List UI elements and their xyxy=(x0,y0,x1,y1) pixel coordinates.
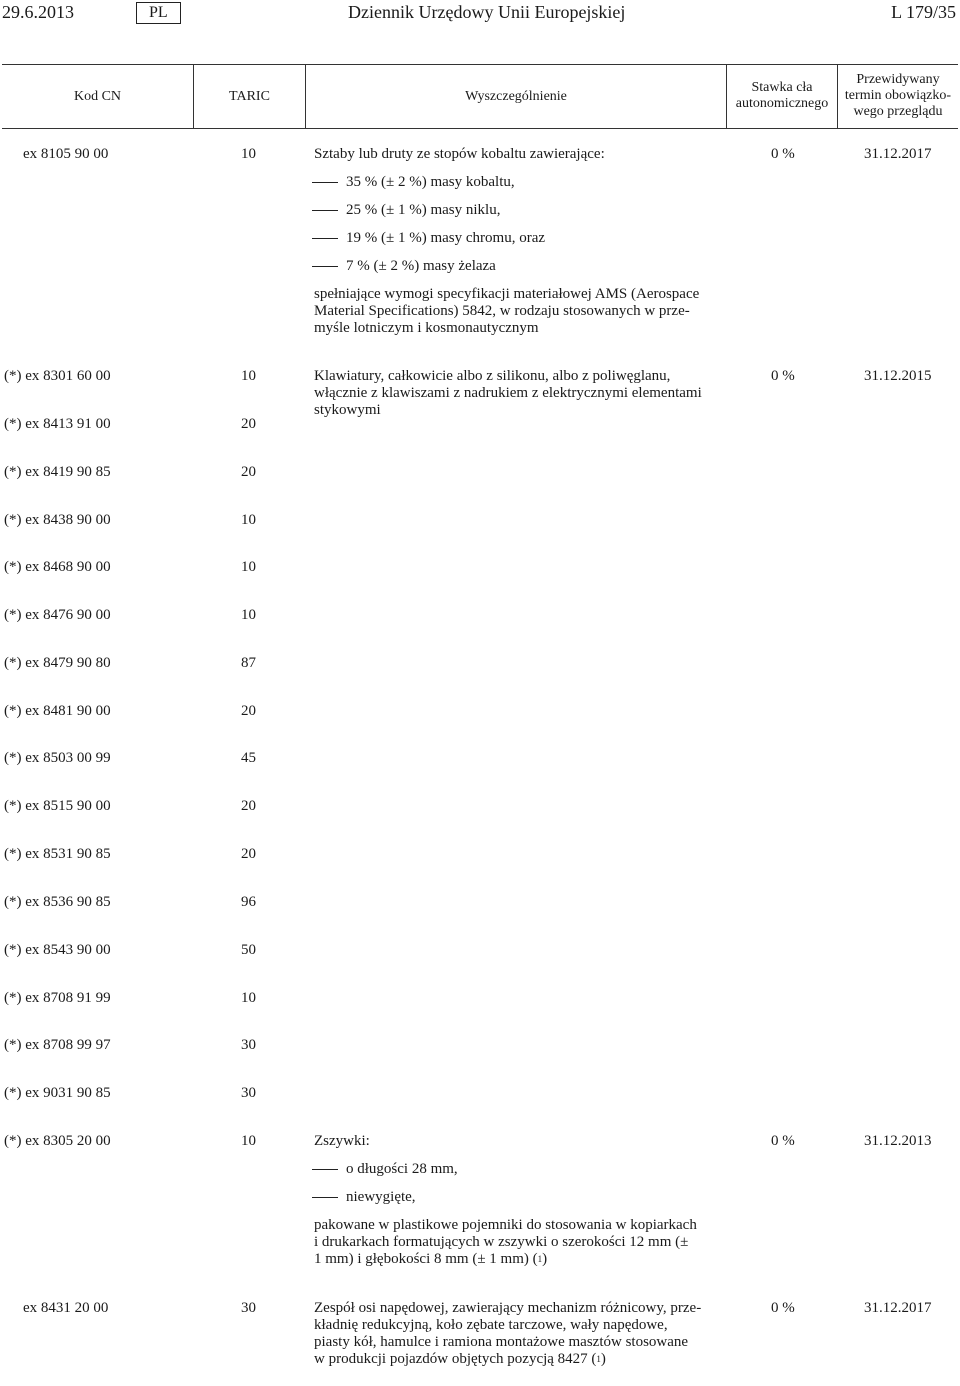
taric-code: 10 xyxy=(241,607,256,623)
list-item: 35 % (± 2 %) masy kobaltu, xyxy=(312,174,515,191)
table-top-rule xyxy=(2,64,958,65)
language-code: PL xyxy=(136,2,181,24)
dash-icon xyxy=(312,266,338,267)
review-date: 31.12.2017 xyxy=(864,146,932,162)
taric-code: 10 xyxy=(241,990,256,1006)
taric-code: 20 xyxy=(241,798,256,814)
taric-code: 50 xyxy=(241,942,256,958)
dash-icon xyxy=(312,1197,338,1198)
cn-code: (*) ex 8708 91 99 xyxy=(4,990,111,1006)
cn-code: (*) ex 8438 90 00 xyxy=(4,512,111,528)
column-header-cn: Kod CN xyxy=(73,89,122,104)
dash-icon xyxy=(312,1169,338,1170)
duty-rate: 0 % xyxy=(771,1133,795,1149)
duty-rate: 0 % xyxy=(771,1300,795,1316)
taric-code: 20 xyxy=(241,846,256,862)
page-number: L 179/35 xyxy=(891,2,956,22)
cn-code: (*) ex 8468 90 00 xyxy=(4,559,111,575)
description-paragraph: pakowane w plastikowe pojemniki do stosowania w kopiarkach i drukarkach formatujących w zszywki o szerokości 12 mm (± 1 mm) i głębokości 8 mm (± 1 mm) ($^1$) xyxy=(314,1217,697,1267)
table-header-rule xyxy=(2,128,958,129)
footnote-ref: 1 xyxy=(537,1254,543,1264)
footnote-ref: 1 xyxy=(596,1354,601,1364)
cn-code: (*) ex 8543 90 00 xyxy=(4,942,111,958)
cn-code: (*) ex 8503 00 99 xyxy=(4,750,111,766)
taric-code: 10 xyxy=(241,368,256,384)
column-header-review: Przewidywany termin obowiązko- wego przeglądu xyxy=(844,72,952,119)
dash-icon xyxy=(312,210,338,211)
taric-code: 96 xyxy=(241,894,256,910)
taric-code: 87 xyxy=(241,655,256,671)
taric-code: 30 xyxy=(241,1300,256,1316)
taric-code: 10 xyxy=(241,1133,256,1149)
cn-code: (*) ex 8419 90 85 xyxy=(4,464,111,480)
cn-code: (*) ex 8481 90 00 xyxy=(4,703,111,719)
dash-icon xyxy=(312,182,338,183)
taric-code: 30 xyxy=(241,1037,256,1053)
cn-code: (*) ex 8476 90 00 xyxy=(4,607,111,623)
cn-code: (*) ex 8413 91 00 xyxy=(4,416,111,432)
taric-code: 20 xyxy=(241,703,256,719)
cn-code: (*) ex 8301 60 00 xyxy=(4,368,111,384)
description-heading: Sztaby lub druty ze stopów kobaltu zawierające: xyxy=(314,146,605,162)
taric-code: 20 xyxy=(241,464,256,480)
description-paragraph: spełniające wymogi specyfikacji materiałowej AMS (Aerospace Material Specifications) 5842, w rodzaju stosowanych w prze- myśle lotniczym i kosmonautycznym xyxy=(314,286,700,336)
description-paragraph: Zespół osi napędowej, zawierający mechanizm różnicowy, prze- kładnię redukcyjną, koło zębate tarczowe, wały napędowe, piasty kół, hamulce i ramiona montażowe masztów stosowane w produkcji pojazdów objętych pozycją 8427 ($^1$) xyxy=(314,1300,702,1367)
list-item: o długości 28 mm, xyxy=(312,1161,458,1178)
taric-code: 10 xyxy=(241,559,256,575)
taric-code: 20 xyxy=(241,416,256,432)
cn-code: (*) ex 9031 90 85 xyxy=(4,1085,111,1101)
column-header-taric: TARIC xyxy=(229,89,270,104)
list-item: 19 % (± 1 %) masy chromu, oraz xyxy=(312,230,545,247)
list-item: 7 % (± 2 %) masy żelaza xyxy=(312,258,496,275)
cn-code: (*) ex 8305 20 00 xyxy=(4,1133,111,1149)
cn-code: (*) ex 8531 90 85 xyxy=(4,846,111,862)
taric-code: 30 xyxy=(241,1085,256,1101)
cn-code: (*) ex 8708 99 97 xyxy=(4,1037,111,1053)
taric-code: 10 xyxy=(241,146,256,162)
cn-code: (*) ex 8536 90 85 xyxy=(4,894,111,910)
list-item: 25 % (± 1 %) masy niklu, xyxy=(312,202,500,219)
journal-title: Dziennik Urzędowy Unii Europejskiej xyxy=(348,2,626,22)
cn-code: ex 8105 90 00 xyxy=(23,146,109,162)
cn-code: (*) ex 8479 90 80 xyxy=(4,655,111,671)
duty-rate: 0 % xyxy=(771,146,795,162)
cn-code: ex 8431 20 00 xyxy=(23,1300,109,1316)
review-date: 31.12.2015 xyxy=(864,368,932,384)
publication-date: 29.6.2013 xyxy=(2,2,74,22)
column-header-description: Wyszczególnienie xyxy=(465,89,567,104)
dash-icon xyxy=(312,238,338,239)
review-date: 31.12.2013 xyxy=(864,1133,932,1149)
review-date: 31.12.2017 xyxy=(864,1300,932,1316)
description-heading: Zszywki: xyxy=(314,1133,370,1149)
list-item: niewygięte, xyxy=(312,1189,416,1206)
taric-code: 45 xyxy=(241,750,256,766)
column-header-rate: Stawka cła autonomicznego xyxy=(735,80,829,111)
description-paragraph: Klawiatury, całkowicie albo z silikonu, albo z poliwęglanu, włącznie z klawiszami z nadrukiem z elektrycznymi elementami stykowymi xyxy=(314,368,702,418)
cn-code: (*) ex 8515 90 00 xyxy=(4,798,111,814)
taric-code: 10 xyxy=(241,512,256,528)
duty-rate: 0 % xyxy=(771,368,795,384)
